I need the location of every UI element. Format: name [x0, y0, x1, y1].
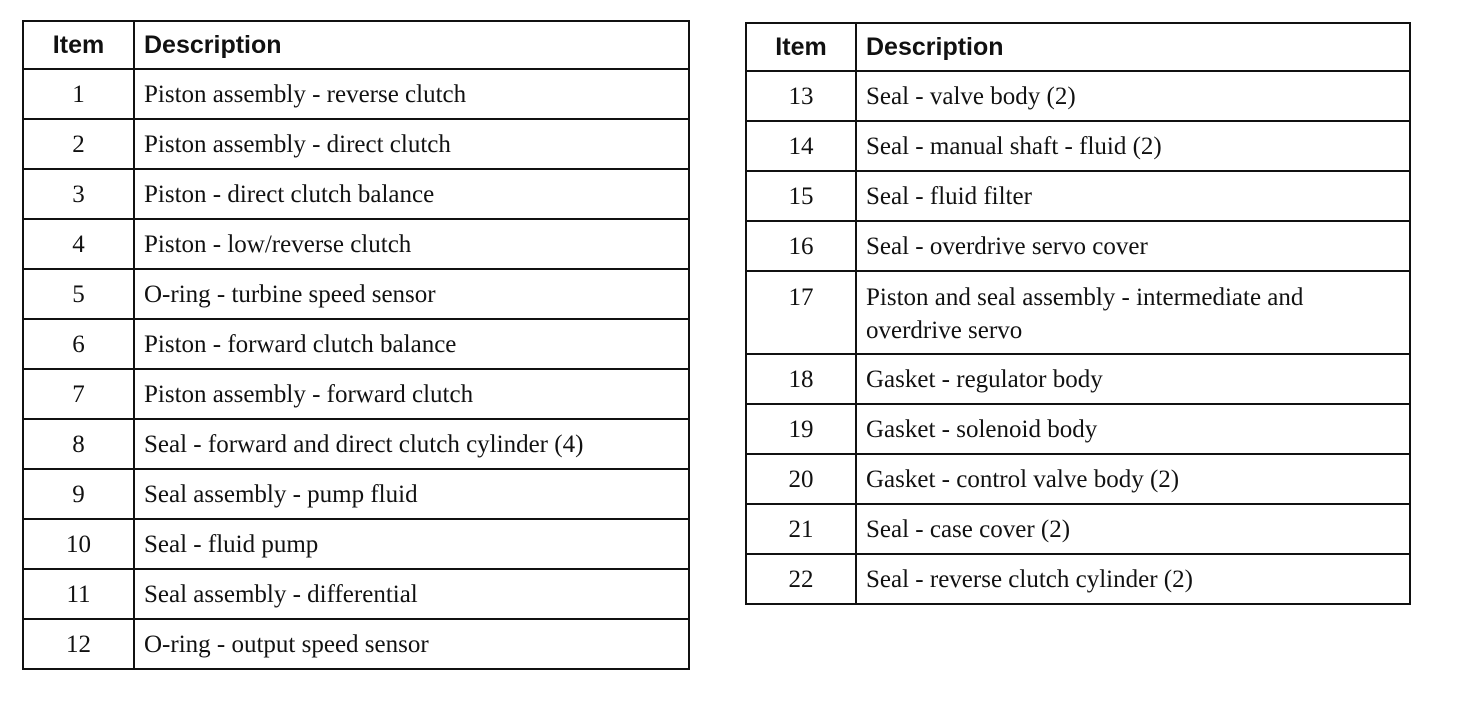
column-header-description: Description — [134, 21, 689, 69]
item-number: 8 — [23, 419, 134, 469]
item-description: Seal assembly - pump fluid — [134, 469, 689, 519]
table-row — [746, 121, 1410, 171]
table-row — [23, 519, 689, 569]
column-header-item: Item — [23, 21, 134, 69]
item-number: 18 — [746, 354, 856, 404]
item-number: 19 — [746, 404, 856, 454]
item-description: Piston assembly - forward clutch — [134, 369, 689, 419]
item-description: O-ring - output speed sensor — [134, 619, 689, 669]
table-row — [23, 269, 689, 319]
item-number: 1 — [23, 69, 134, 119]
item-number: 21 — [746, 504, 856, 554]
parts-table-left — [22, 20, 690, 670]
table-row — [746, 454, 1410, 504]
item-number: 7 — [23, 369, 134, 419]
item-number: 9 — [23, 469, 134, 519]
table-row — [746, 354, 1410, 404]
item-description: Piston assembly - reverse clutch — [134, 69, 689, 119]
table-row — [23, 219, 689, 269]
table-row — [23, 419, 689, 469]
table-row — [23, 69, 689, 119]
item-description: Piston assembly - direct clutch — [134, 119, 689, 169]
table-row — [23, 569, 689, 619]
table-header-row — [746, 23, 1410, 71]
item-description: Seal - reverse clutch cylinder (2) — [856, 554, 1410, 604]
item-number: 12 — [23, 619, 134, 669]
table-row — [23, 469, 689, 519]
table-header-row — [23, 21, 689, 69]
item-number: 15 — [746, 171, 856, 221]
item-description: Seal assembly - differential — [134, 569, 689, 619]
column-header-description: Description — [856, 23, 1410, 71]
item-description: O-ring - turbine speed sensor — [134, 269, 689, 319]
table-row — [23, 169, 689, 219]
item-number: 13 — [746, 71, 856, 121]
item-description: Gasket - regulator body — [856, 354, 1410, 404]
item-number: 14 — [746, 121, 856, 171]
table-row — [746, 221, 1410, 271]
table-row — [746, 554, 1410, 604]
item-number: 22 — [746, 554, 856, 604]
item-number: 16 — [746, 221, 856, 271]
item-description: Seal - fluid filter — [856, 171, 1410, 221]
item-description: Seal - case cover (2) — [856, 504, 1410, 554]
item-number: 10 — [23, 519, 134, 569]
item-number: 17 — [746, 271, 856, 354]
item-number: 2 — [23, 119, 134, 169]
item-description: Seal - forward and direct clutch cylinder (4) — [134, 419, 689, 469]
table-row — [23, 319, 689, 369]
item-description: Piston - direct clutch balance — [134, 169, 689, 219]
table-row — [746, 271, 1410, 354]
table-row — [746, 171, 1410, 221]
item-description: Seal - overdrive servo cover — [856, 221, 1410, 271]
item-description: Piston and seal assembly - intermediate and overdrive servo — [856, 271, 1410, 354]
item-description: Piston - forward clutch balance — [134, 319, 689, 369]
item-number: 5 — [23, 269, 134, 319]
item-description: Seal - valve body (2) — [856, 71, 1410, 121]
item-number: 4 — [23, 219, 134, 269]
table-row — [746, 404, 1410, 454]
item-number: 20 — [746, 454, 856, 504]
item-number: 11 — [23, 569, 134, 619]
table-row — [746, 71, 1410, 121]
table-row — [23, 369, 689, 419]
table-row — [746, 504, 1410, 554]
item-description: Gasket - control valve body (2) — [856, 454, 1410, 504]
column-header-item: Item — [746, 23, 856, 71]
table-row — [23, 119, 689, 169]
item-description: Seal - manual shaft - fluid (2) — [856, 121, 1410, 171]
item-description: Seal - fluid pump — [134, 519, 689, 569]
item-number: 6 — [23, 319, 134, 369]
item-number: 3 — [23, 169, 134, 219]
table-row — [23, 619, 689, 669]
item-description: Gasket - solenoid body — [856, 404, 1410, 454]
item-description: Piston - low/reverse clutch — [134, 219, 689, 269]
parts-table-right — [745, 22, 1411, 605]
